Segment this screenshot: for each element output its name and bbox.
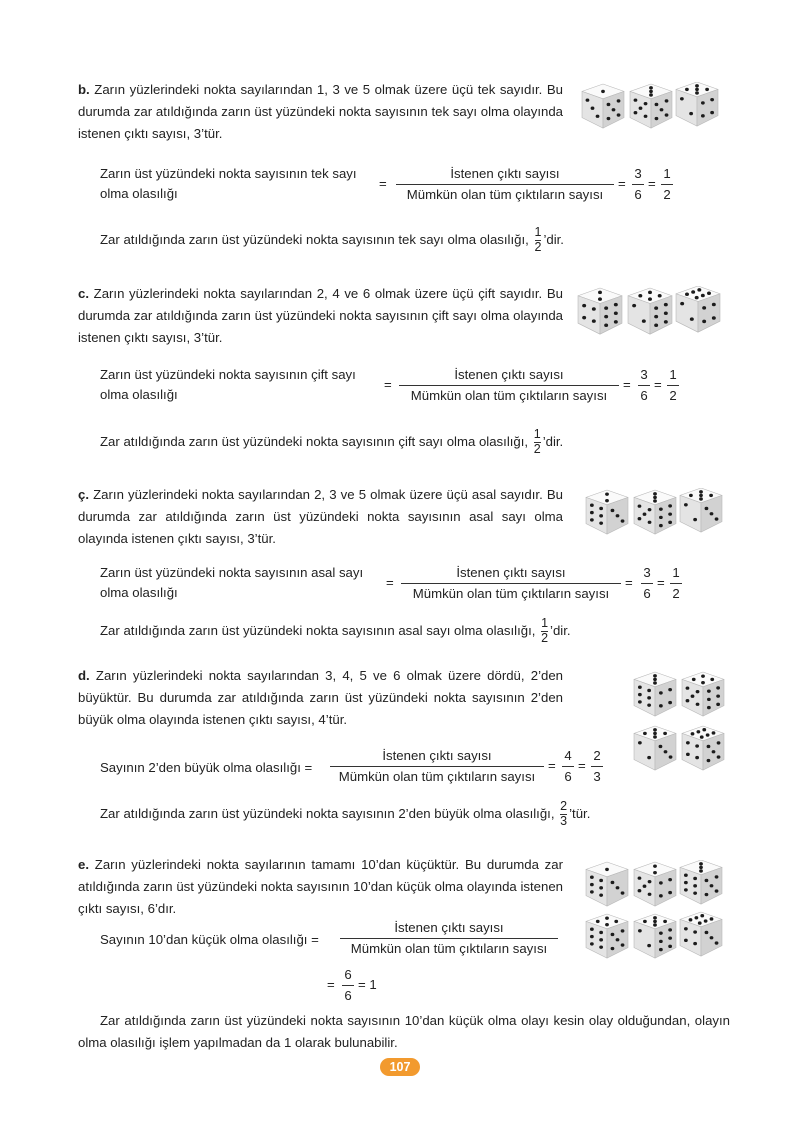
- section-cc-eq2: =: [625, 575, 633, 590]
- section-d-main-fraction: İstenen çıktı sayısı Mümkün olan tüm çıktıların sayısı: [330, 748, 544, 785]
- section-cc-fraction-2: 1 2: [670, 565, 682, 602]
- section-b-text: b. Zarın yüzlerindeki nokta sayılarından 1, 3 ve 5 olmak üzere üçü tek sayıdır. Bu durumda zar atıldığında zarın üst yüzündeki nokta sayısının tek sayı olma olayında istenen çıktı sayısı, 3’tür.: [78, 82, 564, 141]
- die-0: [582, 84, 624, 128]
- die-1: [634, 862, 676, 906]
- section-e-eq2: =: [327, 977, 335, 992]
- die-3: [682, 726, 724, 770]
- dice-group-cc: [584, 488, 724, 538]
- die-0: [634, 672, 676, 716]
- section-d-label: d.: [78, 668, 90, 683]
- dice-group-d: [632, 670, 728, 780]
- section-c-conclusion: Zar atıldığında zarın üst yüzündeki nokta sayısının çift sayı olma olasılığı, $\frac{1}{2}$ ’dir.: [100, 427, 564, 456]
- die-1: [628, 288, 672, 334]
- section-b-formula-left: Zarın üst yüzündeki nokta sayısının tek sayı olma olasılığı: [100, 166, 357, 201]
- section-b-eq1: =: [379, 176, 387, 191]
- section-cc-conclusion: Zar atıldığında zarın üst yüzündeki nokta sayısının asal sayı olma olasılığı, $\frac{1}{2}$ ’dir.: [100, 616, 571, 645]
- section-e-text: e. Zarın yüzlerindeki nokta sayılarının tamamı 10’dan küçüktür. Bu durumda zar atıldığında zarın üst yüzündeki nokta sayısının 10’dan küçük olma olayında istenen çıktı sayısı, 6’dır.: [78, 857, 563, 916]
- section-e-fraction-1: 6 6: [342, 967, 354, 1004]
- die-3: [586, 914, 628, 958]
- section-e-label: e.: [78, 857, 89, 872]
- dice-group-b: [580, 82, 720, 132]
- section-c-eq2: =: [623, 377, 631, 392]
- die-0: [586, 862, 628, 906]
- die-2: [676, 286, 720, 332]
- die-5: [680, 912, 722, 956]
- section-c-eq3: =: [654, 377, 662, 392]
- die-2: [680, 860, 722, 904]
- section-e-result: = 1: [358, 977, 377, 992]
- die-1: [682, 672, 724, 716]
- page-number-badge: 107: [380, 1058, 420, 1076]
- section-c-label: c.: [78, 286, 89, 301]
- section-c-fraction-1: 3 6: [638, 367, 650, 404]
- dice-group-e-svg: [584, 860, 726, 964]
- section-d-fraction-1: 4 6: [562, 748, 574, 785]
- section-cc-label: ç.: [78, 487, 89, 502]
- die-2: [634, 726, 676, 770]
- section-e-conclusion: Zar atıldığında zarın üst yüzündeki nokta sayısının 10’dan küçük olma olayı kesin olay olduğundan, olayın olma olasılığı işlem yapılmadan da 1 olarak bulunabilir.: [78, 1013, 730, 1050]
- dice-group-c: [576, 286, 724, 336]
- section-cc-text: ç. Zarın yüzlerindeki nokta sayılarından 2, 3 ve 5 olmak üzere üçü asal sayıdır. Bu durumda zar atıldığında zarın üst yüzündeki nokta sayısının asal sayı olma olayında istenen çıktı sayısı, 3’tür.: [78, 487, 563, 546]
- section-b-main-fraction: İstenen çıktı sayısı Mümkün olan tüm çıktıların sayısı: [396, 166, 614, 203]
- dice-group-b-svg: [580, 82, 720, 132]
- die-1: [634, 490, 676, 534]
- section-d-eq3: =: [578, 758, 586, 773]
- dice-group-c-svg: [576, 286, 724, 336]
- section-cc-formula-left: Zarın üst yüzündeki nokta sayısının asal sayı olma olasılığı: [100, 565, 364, 600]
- section-cc-main-fraction: İstenen çıktı sayısı Mümkün olan tüm çıktıların sayısı: [401, 565, 621, 602]
- section-d-conclusion: Zar atıldığında zarın üst yüzündeki nokta sayısının 2’den büyük olma olasılığı, $\frac{2}{3}$ ’tür.: [100, 799, 591, 828]
- section-d-text: d. Zarın yüzlerindeki nokta sayılarından 3, 4, 5 ve 6 olmak üzere dördü, 2’den büyüktür. Bu durumda zar atıldığında zarın üst yüzündeki nokta sayısının 2’den büyük olma olayında istenen çıktı sayısı, 4’tür.: [78, 668, 563, 727]
- section-b-fraction-1: 3 6: [632, 166, 644, 203]
- die-0: [578, 288, 622, 334]
- section-c-text: c. Zarın yüzlerindeki nokta sayılarından 2, 4 ve 6 olmak üzere üçü çift sayıdır. Bu durumda zar atıldığında zarın üst yüzündeki nokta sayısının çift sayı olma olayında istenen çıktı sayısı, 3’tür.: [78, 286, 563, 345]
- die-2: [676, 82, 718, 126]
- section-b-label: b.: [78, 82, 90, 97]
- section-b-fraction-2: 1 2: [661, 166, 673, 203]
- die-1: [630, 84, 672, 128]
- section-cc-eq1: =: [386, 575, 394, 590]
- section-e-formula-left: Sayının 10’dan küçük olma olasılığı =: [100, 932, 319, 947]
- section-c-formula-left: Zarın üst yüzündeki nokta sayısının çift sayı olma olasılığı: [100, 367, 356, 402]
- section-cc-eq3: =: [657, 575, 665, 590]
- section-d-fraction-2: 2 3: [591, 748, 603, 785]
- section-cc-fraction-1: 3 6: [641, 565, 653, 602]
- section-c-fraction-2: 1 2: [667, 367, 679, 404]
- die-2: [680, 488, 722, 532]
- section-b-eq2: =: [618, 176, 626, 191]
- dice-group-cc-svg: [584, 488, 724, 538]
- section-c-main-fraction: İstenen çıktı sayısı Mümkün olan tüm çıktıların sayısı: [399, 367, 619, 404]
- section-c-eq1: =: [384, 377, 392, 392]
- section-e-main-fraction: İstenen çıktı sayısı Mümkün olan tüm çıktıların sayısı: [340, 920, 558, 957]
- section-b-conclusion: Zar atıldığında zarın üst yüzündeki nokta sayısının tek sayı olma olasılığı, $\frac{1}{2}$ ’dir.: [100, 225, 564, 254]
- section-b-eq3: =: [648, 176, 656, 191]
- section-d-formula-left: Sayının 2’den büyük olma olasılığı =: [100, 760, 313, 775]
- dice-group-e: [584, 860, 726, 964]
- section-d-eq2: =: [548, 758, 556, 773]
- dice-group-d-svg: [632, 670, 728, 780]
- die-4: [634, 914, 676, 958]
- die-0: [586, 490, 628, 534]
